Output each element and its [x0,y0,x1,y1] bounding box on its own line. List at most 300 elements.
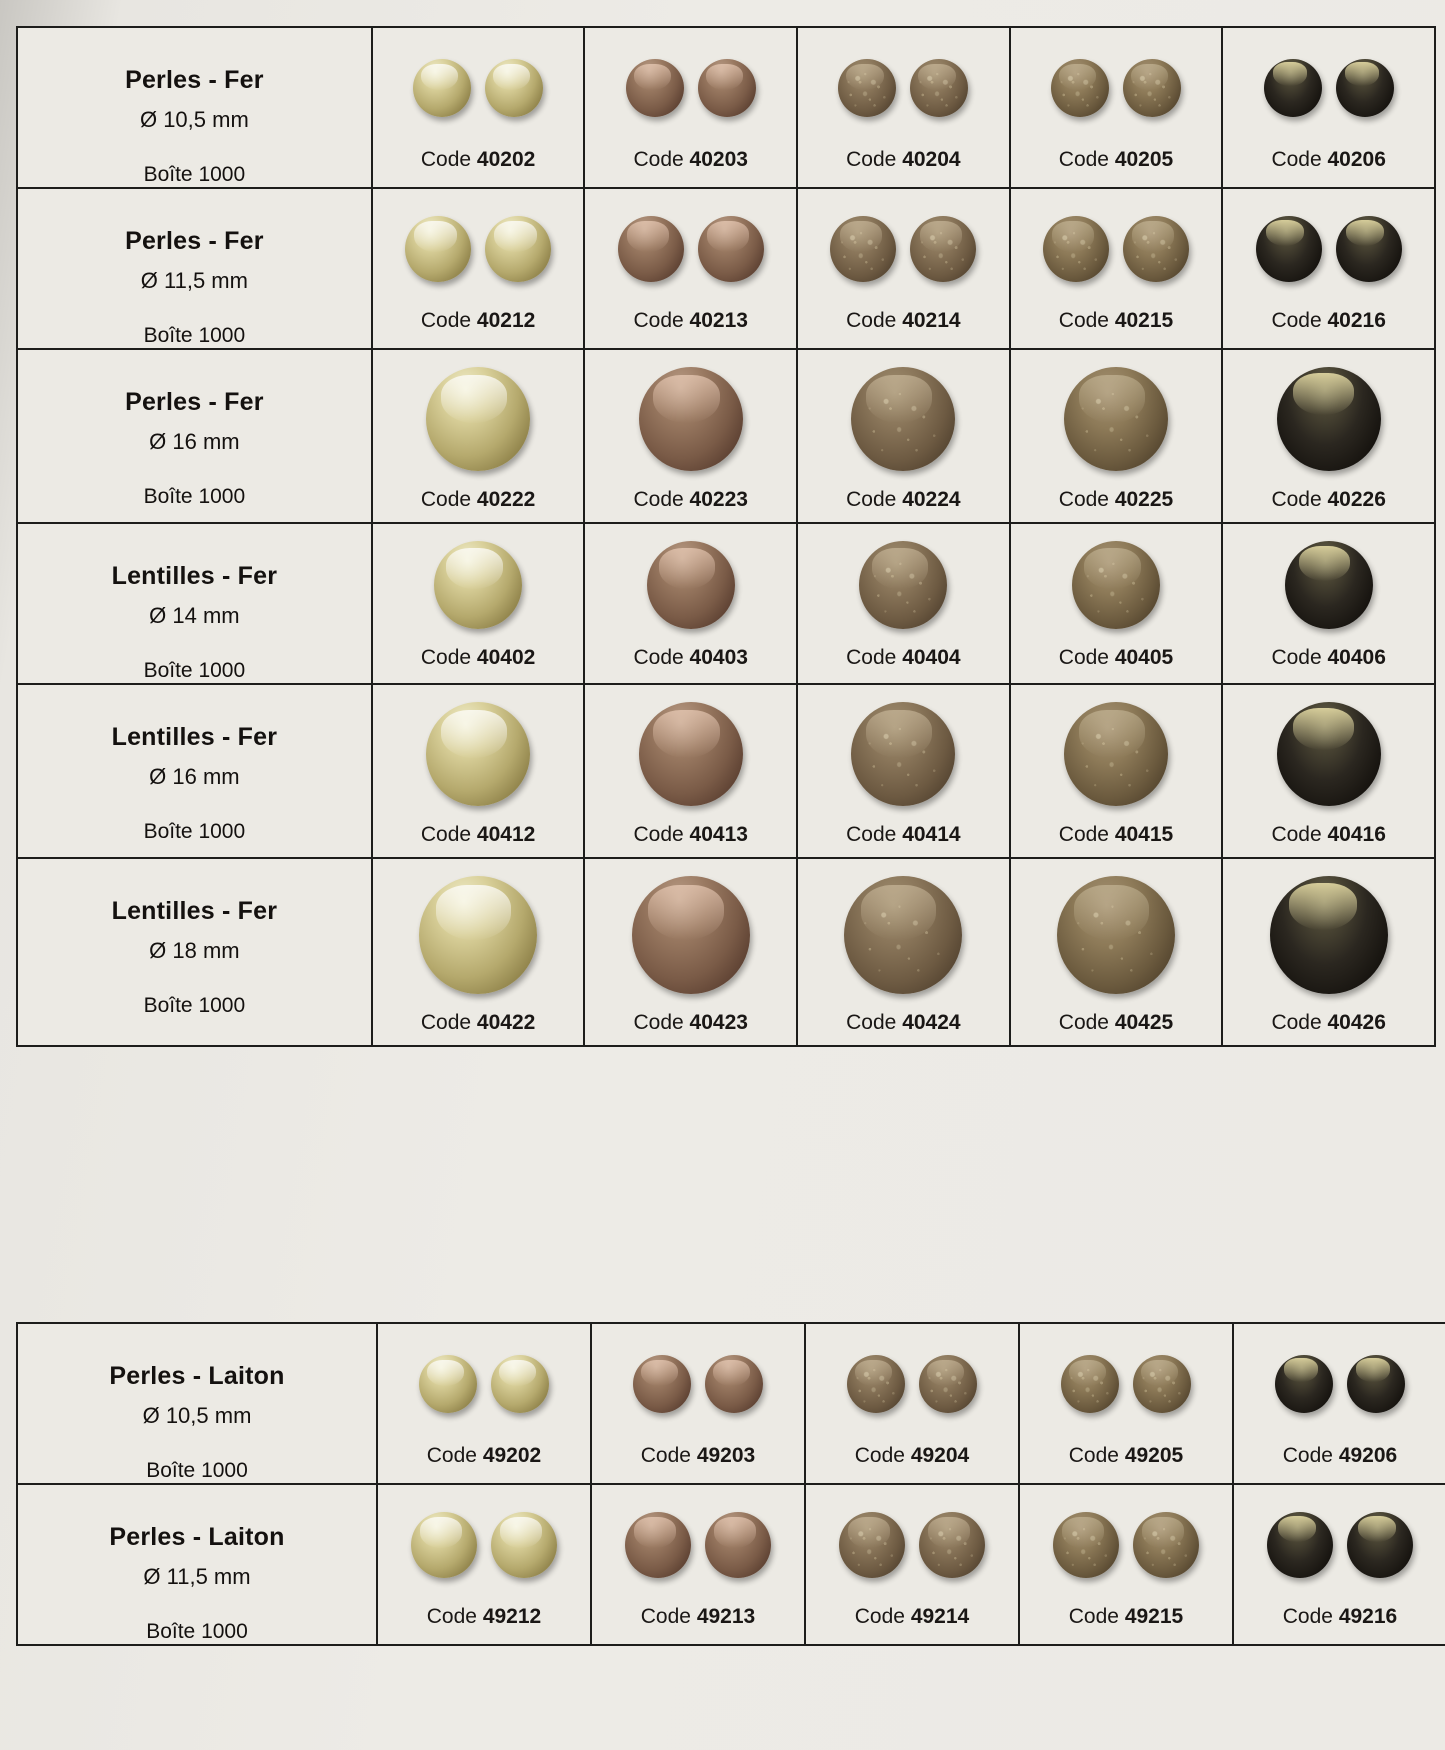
code-prefix: Code [846,1011,903,1034]
row-title: Perles - Laiton [109,1362,285,1390]
row-diameter: Ø 18 mm [149,938,240,963]
code-prefix: Code [1068,1605,1125,1628]
catalog-table-laiton [16,1322,1445,1646]
code-prefix: Code [846,309,903,332]
code-number: 40223 [689,488,748,511]
code-prefix: Code [420,488,477,511]
texture-highlight [924,1517,979,1572]
code-number: 49202 [482,1444,542,1467]
code-number: 40206 [1327,148,1386,171]
sample-code [798,309,1009,343]
sample-cell-49204 [805,1323,1019,1484]
sample-image-area [373,685,584,823]
row-label-cell [17,523,372,684]
table-row [17,523,1435,684]
sample-code [585,148,796,182]
button-sample-copper [639,367,743,471]
code-number: 49213 [696,1605,756,1628]
code-prefix: Code [1282,1444,1339,1467]
button-sample-black [1277,702,1381,806]
sample-code [1020,1605,1232,1639]
code-number: 40412 [476,823,536,846]
texture-highlight [1079,548,1153,622]
code-number: 49216 [1338,1605,1398,1628]
sample-image-area [1020,1324,1232,1444]
button-sample-copper [632,876,750,994]
code-prefix: Code [1271,488,1328,511]
sample-cell-40202 [372,27,585,188]
sample-code [798,823,1009,857]
sample-cell-40204 [797,27,1010,188]
texture-highlight [1058,1517,1113,1572]
sample-image-area [585,685,796,823]
sample-image-area [1223,189,1434,309]
sample-code [798,646,1009,680]
code-prefix: Code [1271,309,1328,332]
row-box-quantity: Boîte 1000 [143,485,246,508]
code-number: 49212 [482,1605,542,1628]
button-sample-copper [705,1512,771,1578]
sample-cell-40406 [1222,523,1435,684]
row-diameter: Ø 16 mm [149,764,240,789]
sample-code [1223,309,1434,343]
code-prefix: Code [640,1605,697,1628]
sample-image-area [373,859,584,1011]
sample-image-area [798,859,1009,1011]
code-number: 40203 [689,148,748,171]
code-prefix: Code [633,148,690,171]
button-sample-black [1275,1355,1333,1413]
button-sample-copper [698,216,764,282]
sample-cell-40414 [797,684,1010,858]
code-number: 40406 [1327,646,1386,669]
sample-cell-40216 [1222,188,1435,349]
sample-cell-40423 [584,858,797,1046]
sample-cell-49202 [377,1323,591,1484]
row-diameter: Ø 11,5 mm [143,1564,251,1589]
row-box-quantity: Boîte 1000 [143,820,246,843]
code-number: 40404 [902,646,961,669]
code-number: 40414 [902,823,961,846]
sample-image-area [1223,685,1434,823]
sample-code [1011,823,1222,857]
button-sample-bronze [1123,59,1181,117]
sample-image-area [373,524,584,646]
sample-image-area [1011,685,1222,823]
sample-cell-49215 [1019,1484,1233,1645]
sample-cell-40203 [584,27,797,188]
button-sample-black [1347,1355,1405,1413]
button-sample-black [1336,59,1394,117]
button-sample-bronze [1072,541,1160,629]
texture-highlight [915,64,964,113]
sample-code [378,1605,590,1639]
texture-highlight [1066,885,1165,984]
sample-code [1020,1444,1232,1478]
code-number: 40215 [1114,309,1174,332]
button-sample-copper [639,702,743,806]
button-sample-brass [419,876,537,994]
button-sample-copper [625,1512,691,1578]
sample-code [1011,646,1222,680]
code-number: 40224 [902,488,961,511]
row-title: Perles - Fer [125,66,264,94]
code-prefix: Code [1271,1011,1328,1034]
block-fer [16,26,1436,1047]
code-prefix: Code [633,646,690,669]
button-sample-copper [626,59,684,117]
sample-cell-49213 [591,1484,805,1645]
code-prefix: Code [1282,1605,1339,1628]
code-prefix: Code [1058,148,1115,171]
button-sample-black [1277,367,1381,471]
sample-image-area [585,350,796,488]
texture-highlight [1048,221,1103,276]
row-diameter: Ø 11,5 mm [140,268,248,293]
sample-code [373,148,584,182]
block-laiton [16,1322,1445,1646]
sample-code [373,646,584,680]
button-sample-black [1336,216,1402,282]
button-sample-antique [847,1355,905,1413]
row-title: Perles - Laiton [109,1523,285,1551]
row-label-cell [17,188,372,349]
row-box-quantity: Boîte 1000 [143,163,246,186]
sample-code [373,309,584,343]
sample-image-area [1020,1485,1232,1605]
code-prefix: Code [420,309,477,332]
button-sample-brass [405,216,471,282]
sample-image-area [373,350,584,488]
sample-image-area [1223,859,1434,1011]
code-number: 49214 [910,1605,970,1628]
code-number: 40226 [1327,488,1386,511]
button-sample-bronze [1133,1512,1199,1578]
button-sample-bronze [1064,702,1168,806]
sample-image-area [1011,859,1222,1011]
row-title: Lentilles - Fer [111,562,278,590]
catalog-table-fer [16,26,1436,1047]
button-sample-bronze [1123,216,1189,282]
sample-cell-40422 [372,858,585,1046]
table-row [17,1323,1445,1484]
button-sample-antique [838,59,896,117]
button-sample-copper [698,59,756,117]
row-label-cell [17,27,372,188]
sample-cell-49214 [805,1484,1019,1645]
texture-highlight [1138,1517,1193,1572]
row-diameter: Ø 16 mm [149,429,240,454]
sample-cell-40424 [797,858,1010,1046]
sample-image-area [798,685,1009,823]
code-number: 40426 [1327,1011,1386,1034]
row-label-cell [17,349,372,523]
code-prefix: Code [1271,646,1328,669]
button-sample-antique [919,1512,985,1578]
code-prefix: Code [846,823,903,846]
table-row [17,27,1435,188]
row-box-quantity: Boîte 1000 [146,1459,248,1482]
button-sample-brass [426,702,530,806]
sample-cell-49203 [591,1323,805,1484]
sample-code [806,1444,1018,1478]
code-prefix: Code [1058,488,1115,511]
sample-cell-40412 [372,684,585,858]
code-prefix: Code [633,1011,690,1034]
code-number: 49206 [1338,1444,1398,1467]
sample-code [1223,823,1434,857]
code-number: 49205 [1124,1444,1184,1467]
code-number: 40213 [689,309,748,332]
code-number: 40415 [1114,823,1174,846]
row-label-inner [18,524,371,683]
code-number: 40202 [476,148,536,171]
sample-code [585,1011,796,1045]
code-number: 40423 [689,1011,748,1034]
code-prefix: Code [633,309,690,332]
code-number: 40204 [902,148,961,171]
sample-code [1223,1011,1434,1045]
code-prefix: Code [420,646,477,669]
code-number: 40402 [476,646,536,669]
sample-cell-40415 [1010,684,1223,858]
code-number: 40205 [1114,148,1174,171]
button-sample-antique [851,702,955,806]
sample-cell-40212 [372,188,585,349]
button-sample-antique [851,367,955,471]
texture-highlight [1072,375,1159,462]
button-sample-brass [426,367,530,471]
row-label-cell [17,1323,377,1484]
button-sample-antique [910,216,976,282]
button-sample-black [1285,541,1373,629]
sample-code [1234,1444,1445,1478]
table-row [17,858,1435,1046]
button-sample-bronze [1043,216,1109,282]
code-number: 40212 [476,309,536,332]
texture-highlight [1128,221,1183,276]
code-prefix: Code [640,1444,697,1467]
sample-image-area [798,28,1009,148]
sample-code [1223,488,1434,522]
code-prefix: Code [846,488,903,511]
row-label-inner [18,859,371,1018]
code-prefix: Code [1271,823,1328,846]
sample-cell-40206 [1222,27,1435,188]
sample-image-area [1223,350,1434,488]
sample-cell-40225 [1010,349,1223,523]
sample-image-area [378,1485,590,1605]
sample-image-area [806,1324,1018,1444]
sample-cell-40425 [1010,858,1223,1046]
code-prefix: Code [1068,1444,1125,1467]
texture-highlight [1072,710,1159,797]
button-sample-black [1267,1512,1333,1578]
sample-cell-40404 [797,523,1010,684]
sample-cell-40215 [1010,188,1223,349]
button-sample-antique [919,1355,977,1413]
row-box-quantity: Boîte 1000 [143,659,246,682]
row-box-quantity: Boîte 1000 [146,1620,248,1643]
sample-code [1234,1605,1445,1639]
sample-cell-40214 [797,188,1010,349]
row-label-inner [18,350,371,509]
sample-cell-40413 [584,684,797,858]
table-row [17,1484,1445,1645]
sample-image-area [1011,189,1222,309]
code-number: 40214 [902,309,961,332]
page-area [8,10,1428,1745]
button-sample-brass [413,59,471,117]
code-number: 40416 [1327,823,1386,846]
sample-image-area [585,189,796,309]
row-label-cell [17,1484,377,1645]
table-row [17,684,1435,858]
button-sample-brass [485,59,543,117]
row-diameter: Ø 10,5 mm [139,107,249,132]
button-sample-antique [910,59,968,117]
sample-cell-40403 [584,523,797,684]
code-prefix: Code [420,148,477,171]
sample-code [1011,309,1222,343]
code-number: 40413 [689,823,748,846]
sample-image-area [1011,28,1222,148]
button-sample-bronze [1057,876,1175,994]
sample-code [585,823,796,857]
button-sample-copper [633,1355,691,1413]
code-prefix: Code [846,148,903,171]
row-title: Perles - Fer [125,227,264,255]
code-number: 40225 [1114,488,1174,511]
sample-cell-40205 [1010,27,1223,188]
sample-image-area [585,859,796,1011]
sample-code [373,1011,584,1045]
code-number: 40405 [1114,646,1174,669]
sample-code [585,646,796,680]
button-sample-brass [434,541,522,629]
code-prefix: Code [633,823,690,846]
button-sample-black [1270,876,1388,994]
code-number: 49203 [696,1444,756,1467]
button-sample-brass [411,1512,477,1578]
button-sample-copper [618,216,684,282]
button-sample-antique [830,216,896,282]
table-row [17,349,1435,523]
sample-image-area [373,28,584,148]
sample-code [592,1444,804,1478]
code-prefix: Code [854,1444,911,1467]
button-sample-antique [839,1512,905,1578]
sample-cell-40226 [1222,349,1435,523]
sample-image-area [806,1485,1018,1605]
row-label-inner [18,1485,376,1644]
button-sample-bronze [1053,1512,1119,1578]
sample-image-area [373,189,584,309]
texture-highlight [836,221,891,276]
sample-image-area [1223,524,1434,646]
code-number: 40422 [476,1011,536,1034]
sample-image-area [592,1324,804,1444]
sample-code [378,1444,590,1478]
button-sample-bronze [1133,1355,1191,1413]
row-title: Perles - Fer [125,388,264,416]
code-number: 40403 [689,646,748,669]
sample-image-area [798,524,1009,646]
row-label-inner [18,189,371,348]
button-sample-copper [647,541,735,629]
sample-code [585,488,796,522]
code-prefix: Code [426,1444,483,1467]
texture-highlight [854,885,953,984]
sample-code [592,1605,804,1639]
code-number: 49215 [1124,1605,1184,1628]
code-prefix: Code [426,1605,483,1628]
sample-code [798,148,1009,182]
sample-image-area [798,350,1009,488]
sample-code [1011,488,1222,522]
code-number: 40222 [476,488,536,511]
sample-cell-40416 [1222,684,1435,858]
code-number: 40424 [902,1011,961,1034]
row-diameter: Ø 14 mm [149,603,240,628]
sample-code [585,309,796,343]
button-sample-bronze [1064,367,1168,471]
texture-highlight [860,375,947,462]
button-sample-brass [491,1512,557,1578]
sample-image-area [1234,1324,1445,1444]
row-title: Lentilles - Fer [111,897,278,925]
row-title: Lentilles - Fer [111,723,278,751]
sample-image-area [798,189,1009,309]
sample-cell-49216 [1233,1484,1445,1645]
sample-code [373,488,584,522]
button-sample-black [1347,1512,1413,1578]
row-box-quantity: Boîte 1000 [143,324,246,347]
sample-cell-40426 [1222,858,1435,1046]
sample-image-area [585,524,796,646]
sample-code [798,488,1009,522]
button-sample-brass [419,1355,477,1413]
sample-cell-40224 [797,349,1010,523]
sample-code [373,823,584,857]
texture-highlight [866,548,940,622]
code-number: 49204 [910,1444,970,1467]
texture-highlight [844,1517,899,1572]
sample-code [806,1605,1018,1639]
texture-highlight [843,64,892,113]
row-label-inner [18,28,371,187]
sample-image-area [1234,1485,1445,1605]
sample-code [1223,646,1434,680]
sample-cell-49205 [1019,1323,1233,1484]
button-sample-brass [491,1355,549,1413]
button-sample-antique [844,876,962,994]
code-prefix: Code [854,1605,911,1628]
sample-cell-40213 [584,188,797,349]
code-prefix: Code [1058,646,1115,669]
sample-code [1011,1011,1222,1045]
code-number: 40216 [1327,309,1386,332]
row-label-inner [18,685,371,844]
table-row [17,188,1435,349]
sample-cell-40405 [1010,523,1223,684]
code-prefix: Code [633,488,690,511]
code-prefix: Code [420,1011,477,1034]
sample-image-area [378,1324,590,1444]
sample-code [1223,148,1434,182]
texture-highlight [860,710,947,797]
button-sample-black [1264,59,1322,117]
